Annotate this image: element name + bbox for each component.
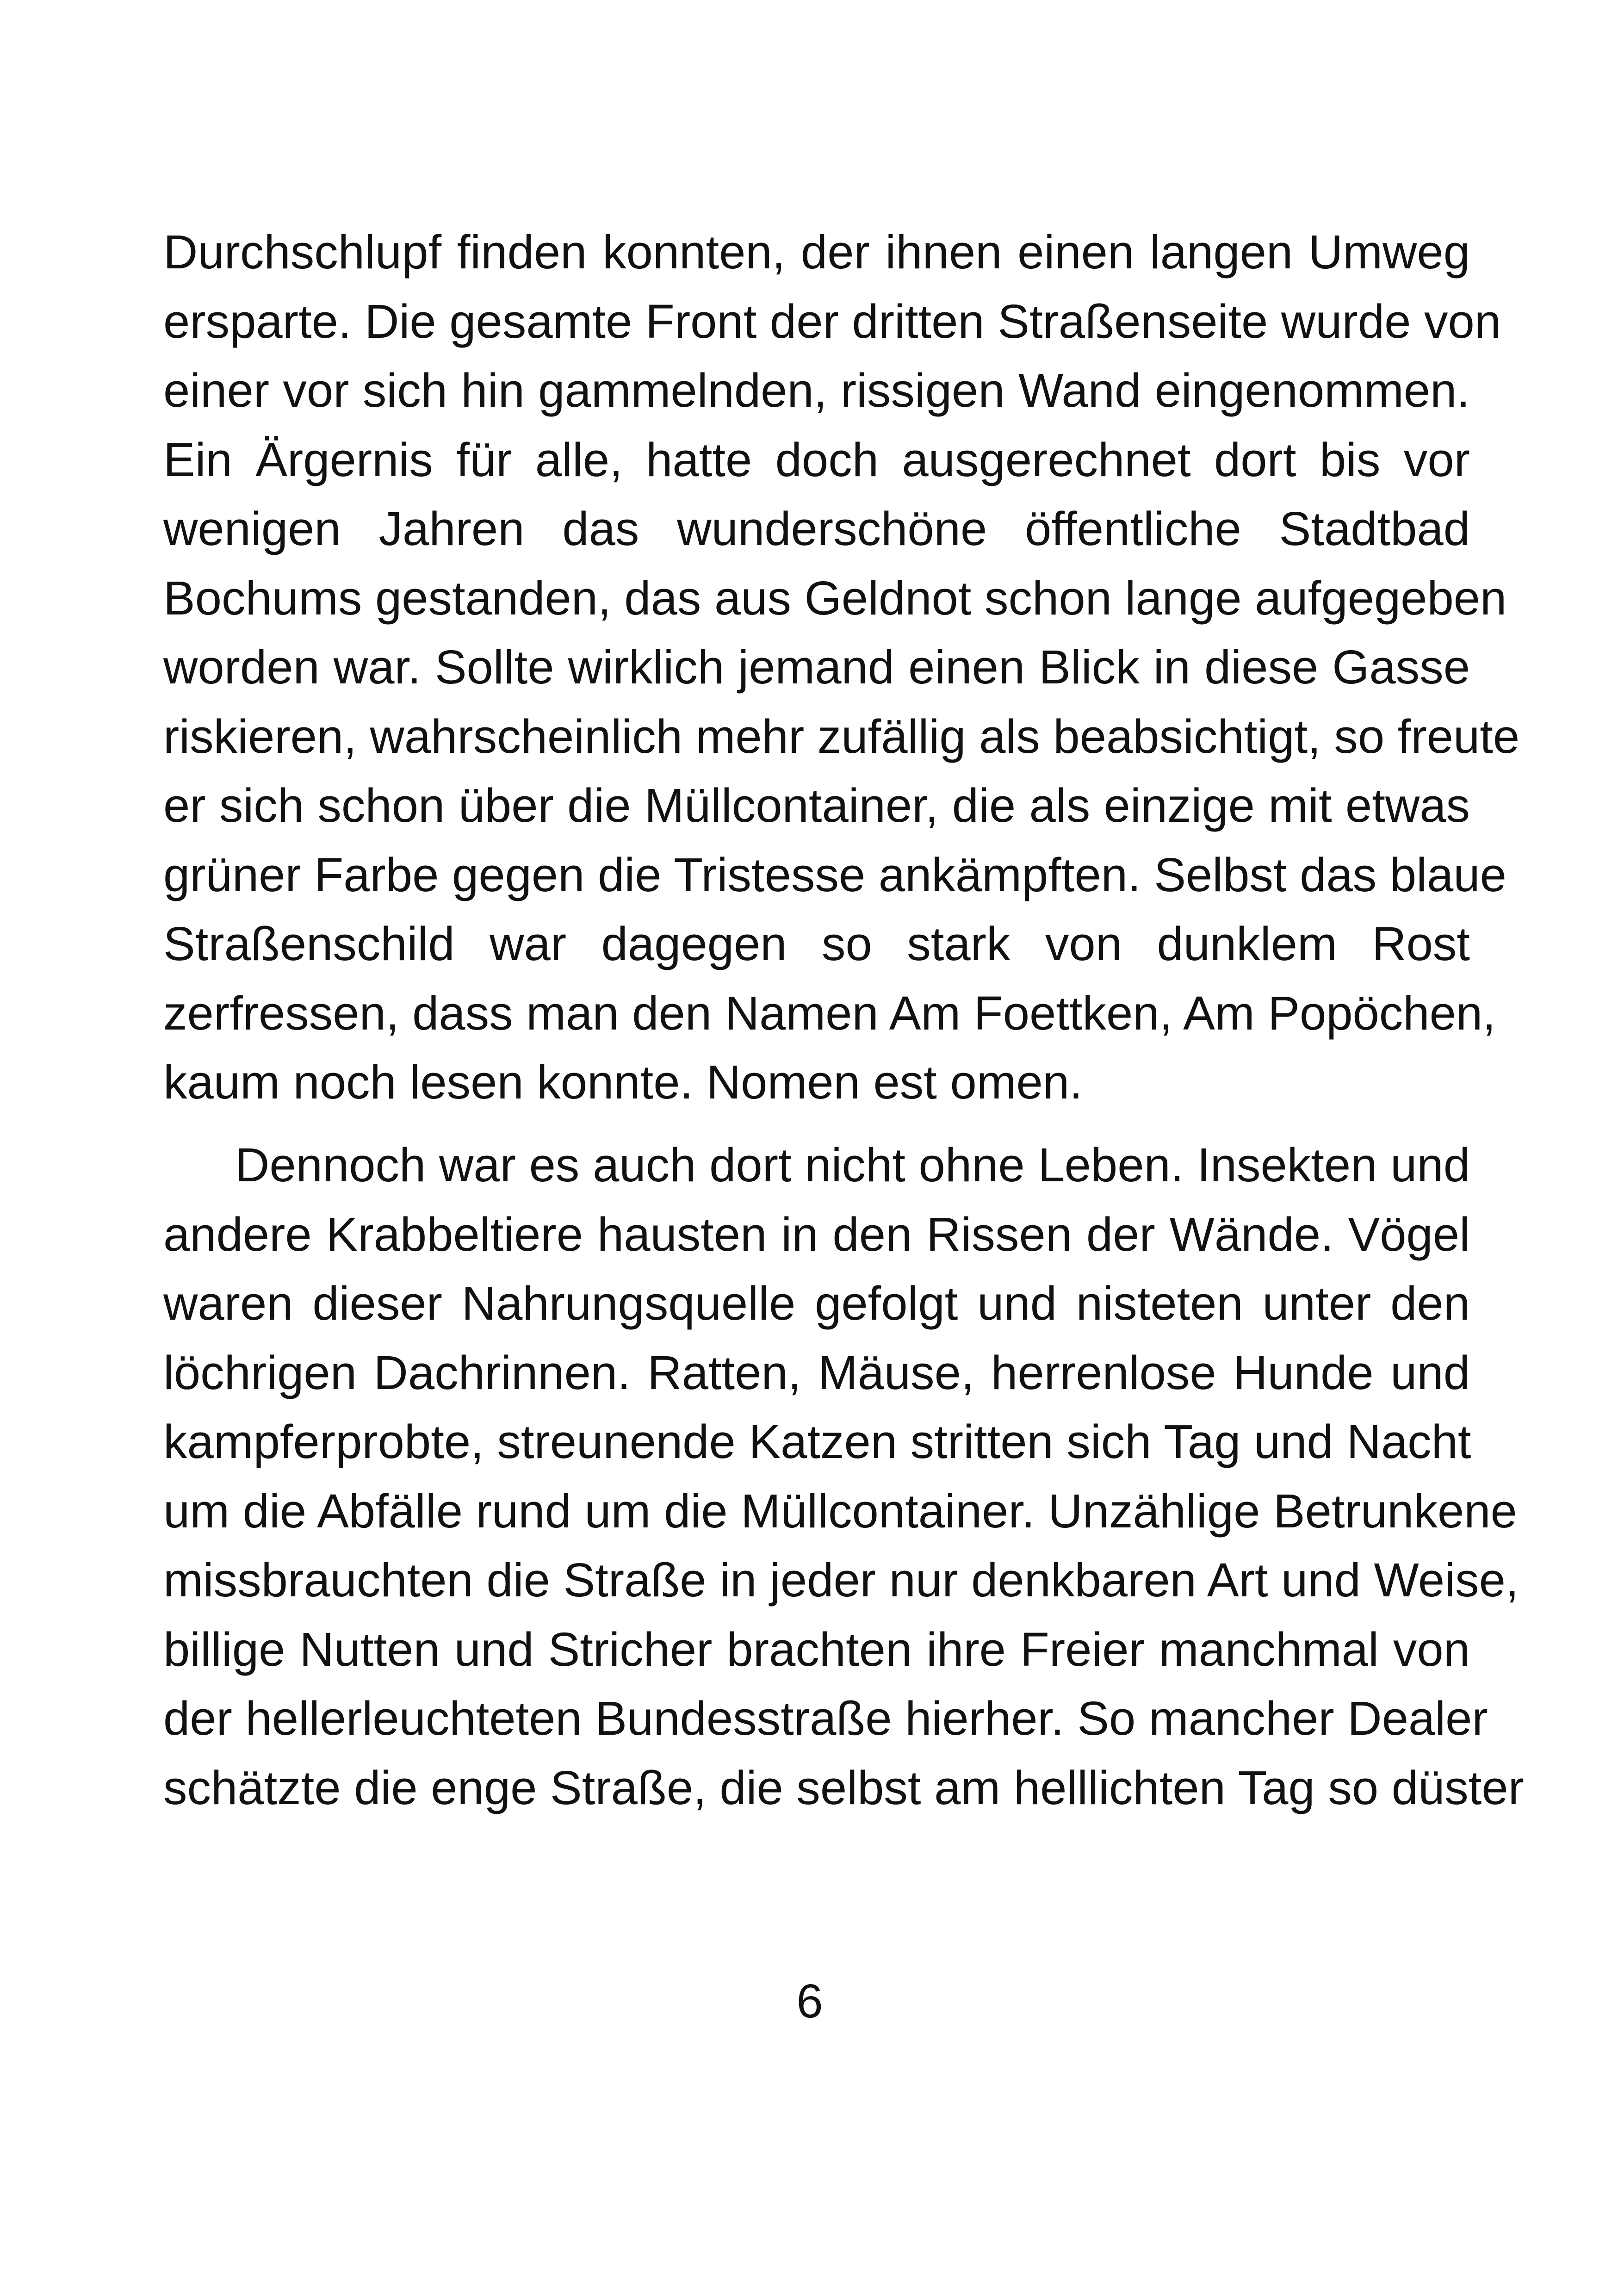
text-line: Durchschlupf finden konnten, der ihnen einen langen Umweg (163, 225, 1470, 279)
text-line: der hellerleuchteten Bundesstraße hierher. So mancher Dealer (163, 1692, 1488, 1745)
text-line: ersparte. Die gesamte Front der dritten Straßenseite wurde von (163, 294, 1501, 348)
text-line: einer vor sich hin gammelnden, rissigen Wand eingenommen. (163, 364, 1470, 417)
text-line: andere Krabbeltiere hausten in den Rissen der Wände. Vögel (163, 1207, 1470, 1261)
text-line: schätzte die enge Straße, die selbst am helllichten Tag so düster (163, 1761, 1524, 1814)
text-line: billige Nutten und Stricher brachten ihre Freier manchmal von (163, 1622, 1470, 1676)
text-line: missbrauchten die Straße in jeder nur denkbaren Art und Weise, (163, 1553, 1519, 1607)
paragraph-1 (163, 217, 1520, 1117)
text-line: Dennoch war es auch dort nicht ohne Leben. Insekten und (235, 1138, 1470, 1191)
text-line: worden war. Sollte wirklich jemand einen Blick in diese Gasse (163, 640, 1470, 694)
text-line: Bochums gestanden, das aus Geldnot schon lange aufgegeben (163, 571, 1507, 625)
text-line: er sich schon über die Müllcontainer, die als einzige mit etwas (163, 779, 1470, 832)
text-line: grüner Farbe gegen die Tristesse ankämpften. Selbst das blaue (163, 848, 1506, 901)
text-line: kaum noch lesen konnte. Nomen est omen. (163, 1055, 1083, 1109)
text-line: kampferprobte, streunende Katzen stritten sich Tag und Nacht (163, 1415, 1471, 1468)
text-line: um die Abfälle rund um die Müllcontainer. Unzählige Betrunkene (163, 1484, 1517, 1538)
text-line: löchrigen Dachrinnen. Ratten, Mäuse, herrenlose Hunde und (163, 1346, 1470, 1399)
text-line: zerfressen, dass man den Namen Am Foettken, Am Popöchen, (163, 986, 1496, 1040)
text-line: waren dieser Nahrungsquelle gefolgt und nisteten unter den (163, 1277, 1470, 1330)
text-line: Straßenschild war dagegen so stark von dunklem Rost (163, 917, 1470, 970)
text-line: Ein Ärgernis für alle, hatte doch ausgerechnet dort bis vor (163, 433, 1470, 486)
text-line: riskieren, wahrscheinlich mehr zufällig als beabsichtigt, so freute (163, 709, 1520, 763)
page-number: 6 (796, 1974, 823, 2028)
paragraph-2 (163, 1130, 1524, 1822)
text-line: wenigen Jahren das wunderschöne öffentliche Stadtbad (163, 502, 1470, 555)
